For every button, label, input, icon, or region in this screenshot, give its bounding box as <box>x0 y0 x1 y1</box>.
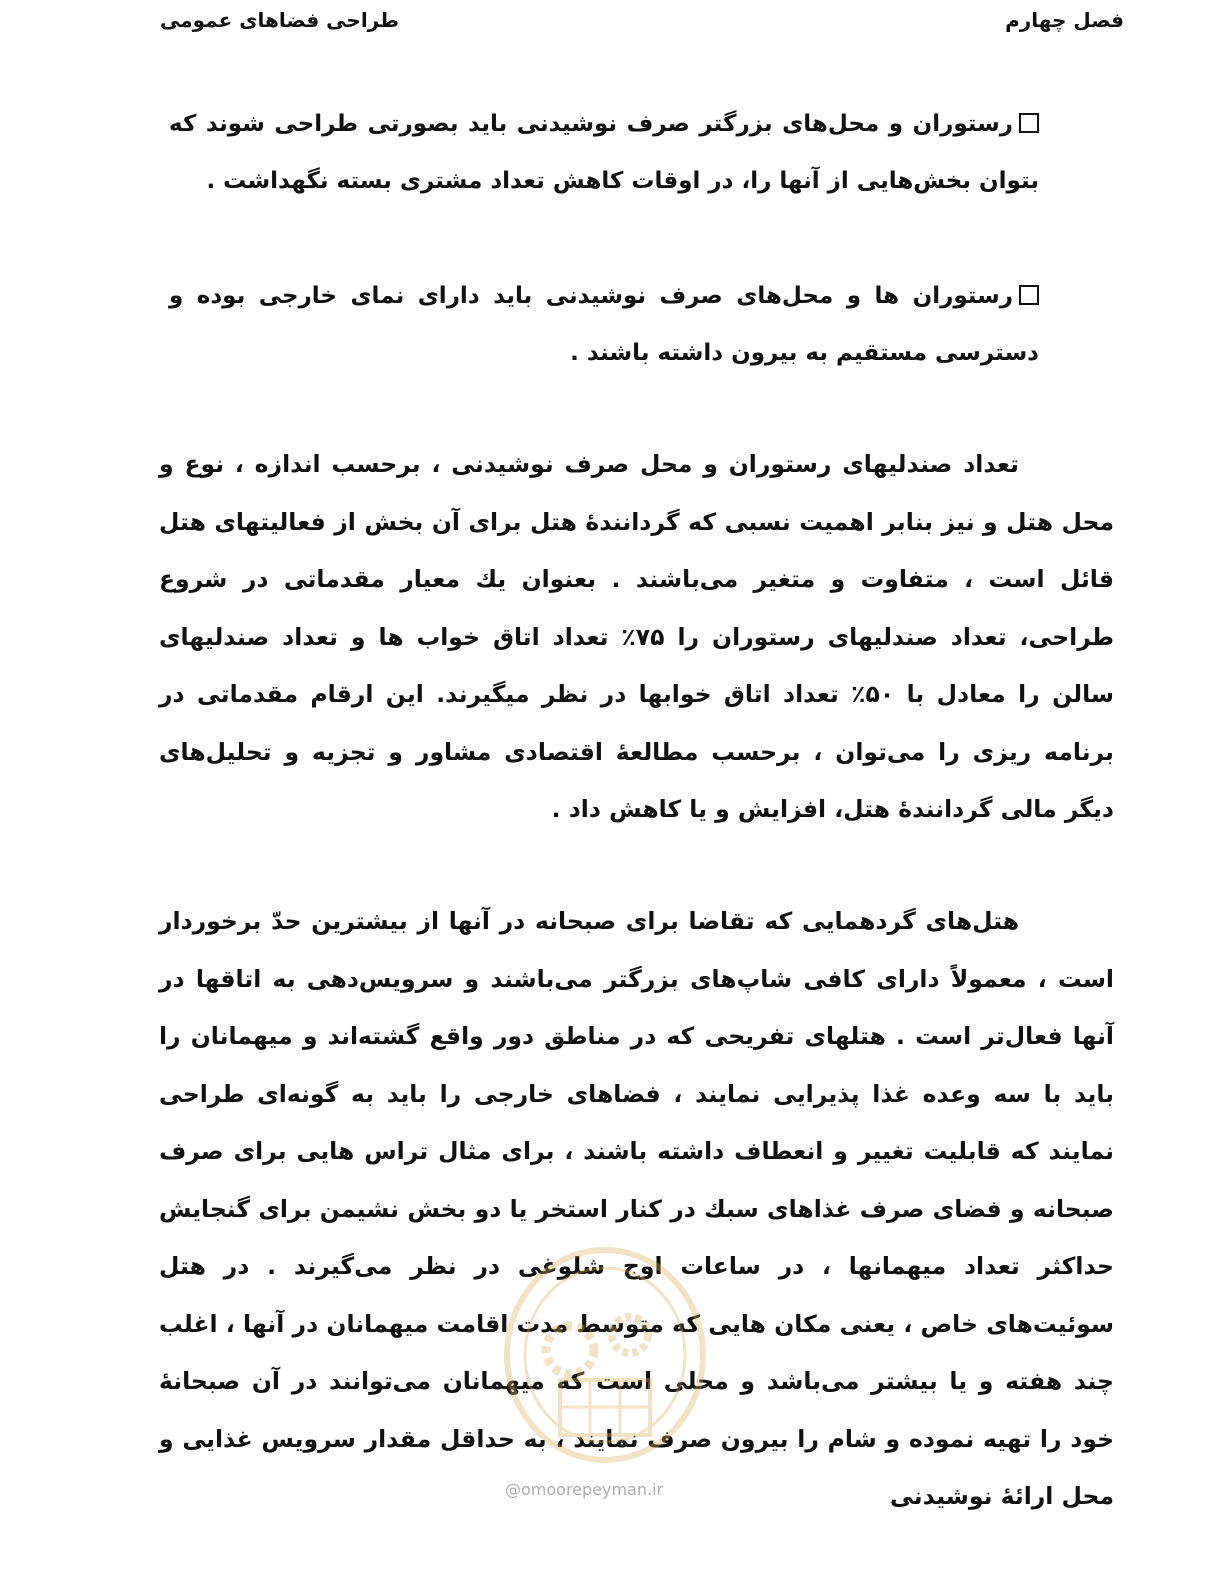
bullet-text: رستوران ها و محل‌های صرف نوشیدنی باید دارای نمای خارجی بوده و دسترسی مستقیم به بیرون داشته باشند . <box>169 283 1039 366</box>
paragraph-text: تعداد صندلیهای رستوران و محل صرف نوشیدنی ، برحسب اندازه ، نوع و محل هتل و نیز بنابر اهمیت نسبی که گردانندهٔ هتل برای آن بخش از فعالیتهای هتل قائل است ، متفاوت و متغیر می‌باشند . بعنوان یك معیار مقدماتی در شروع طراحی، تعداد صندلیهای رستوران را ۷۵٪ تعداد اتاق خواب ها و تعداد صندلیهای سالن را معادل با ۵۰٪ تعداد اتاق خوابها در نظر میگیرند. این ارقام مقدماتی در برنامه ریزی را می‌توان ، برحسب مطالعهٔ اقتصادی مشاور و تجزیه و تحلیل‌های دیگر مالی گردانندهٔ هتل، افزایش و یا کاهش داد . <box>159 450 1115 823</box>
bullet-item <box>169 96 1039 210</box>
book-title-header: طراحی فضاهای عمومی <box>160 8 399 32</box>
checkbox-square-icon <box>1019 285 1039 305</box>
chapter-header: فصل چهارم <box>1005 8 1124 32</box>
bullet-text: رستوران و محل‌های بزرگتر صرف نوشیدنی باید بصورتی طراحی شوند که بتوان بخش‌هایی از آنها را، در اوقات کاهش تعداد مشتری بسته نگهداشت . <box>169 111 1039 194</box>
checkbox-square-icon <box>1019 113 1039 133</box>
watermark-handle: @omoorepeyman.ir <box>505 1480 664 1499</box>
gear-building-seal-icon <box>500 1240 710 1490</box>
bullet-item <box>169 268 1039 382</box>
body-paragraph <box>159 436 1114 839</box>
paragraph-text: هتل‌های گردهمایی که تقاضا برای صبحانه در آنها از بیشترین حدّ برخوردار است ، معمولاً دارای کافی شاپ‌های بزرگتر می‌باشند و سرویس‌دهی به اتاقها در آنها فعال‌تر است . هتلهای تفریحی که در مناطق دور واقع گشته‌اند و میهمانان را باید با سه وعده غذا پذیرایی نمایند ، فضاهای خارجی را باید به گونه‌ای طراحی نمایند که قابلیت تغییر و انعطاف داشته باشند ، برای مثال تراس هایی برای صرف صبحانه و فضای صرف غذاهای سبك در کنار استخر یا دو بخش نشیمن برای گنجایش حداکثر تعداد میهمانها ، در ساعات اوج شلوغی در نظر می‌گیرند . در هتل سوئیت‌های خاص ، یعنی مکان هایی که متوسط مدت اقامت میهمانان در آنها ، اغلب چند هفته و یا بیشتر می‌باشد و محلی است که میهمانان می‌توانند در آن صبحانهٔ خود را تهیه نموده و شام را بیرون صرف نمایند ، به حداقل مقدار سرویس غذایی و محل ارائهٔ نوشیدنی <box>159 907 1114 1510</box>
